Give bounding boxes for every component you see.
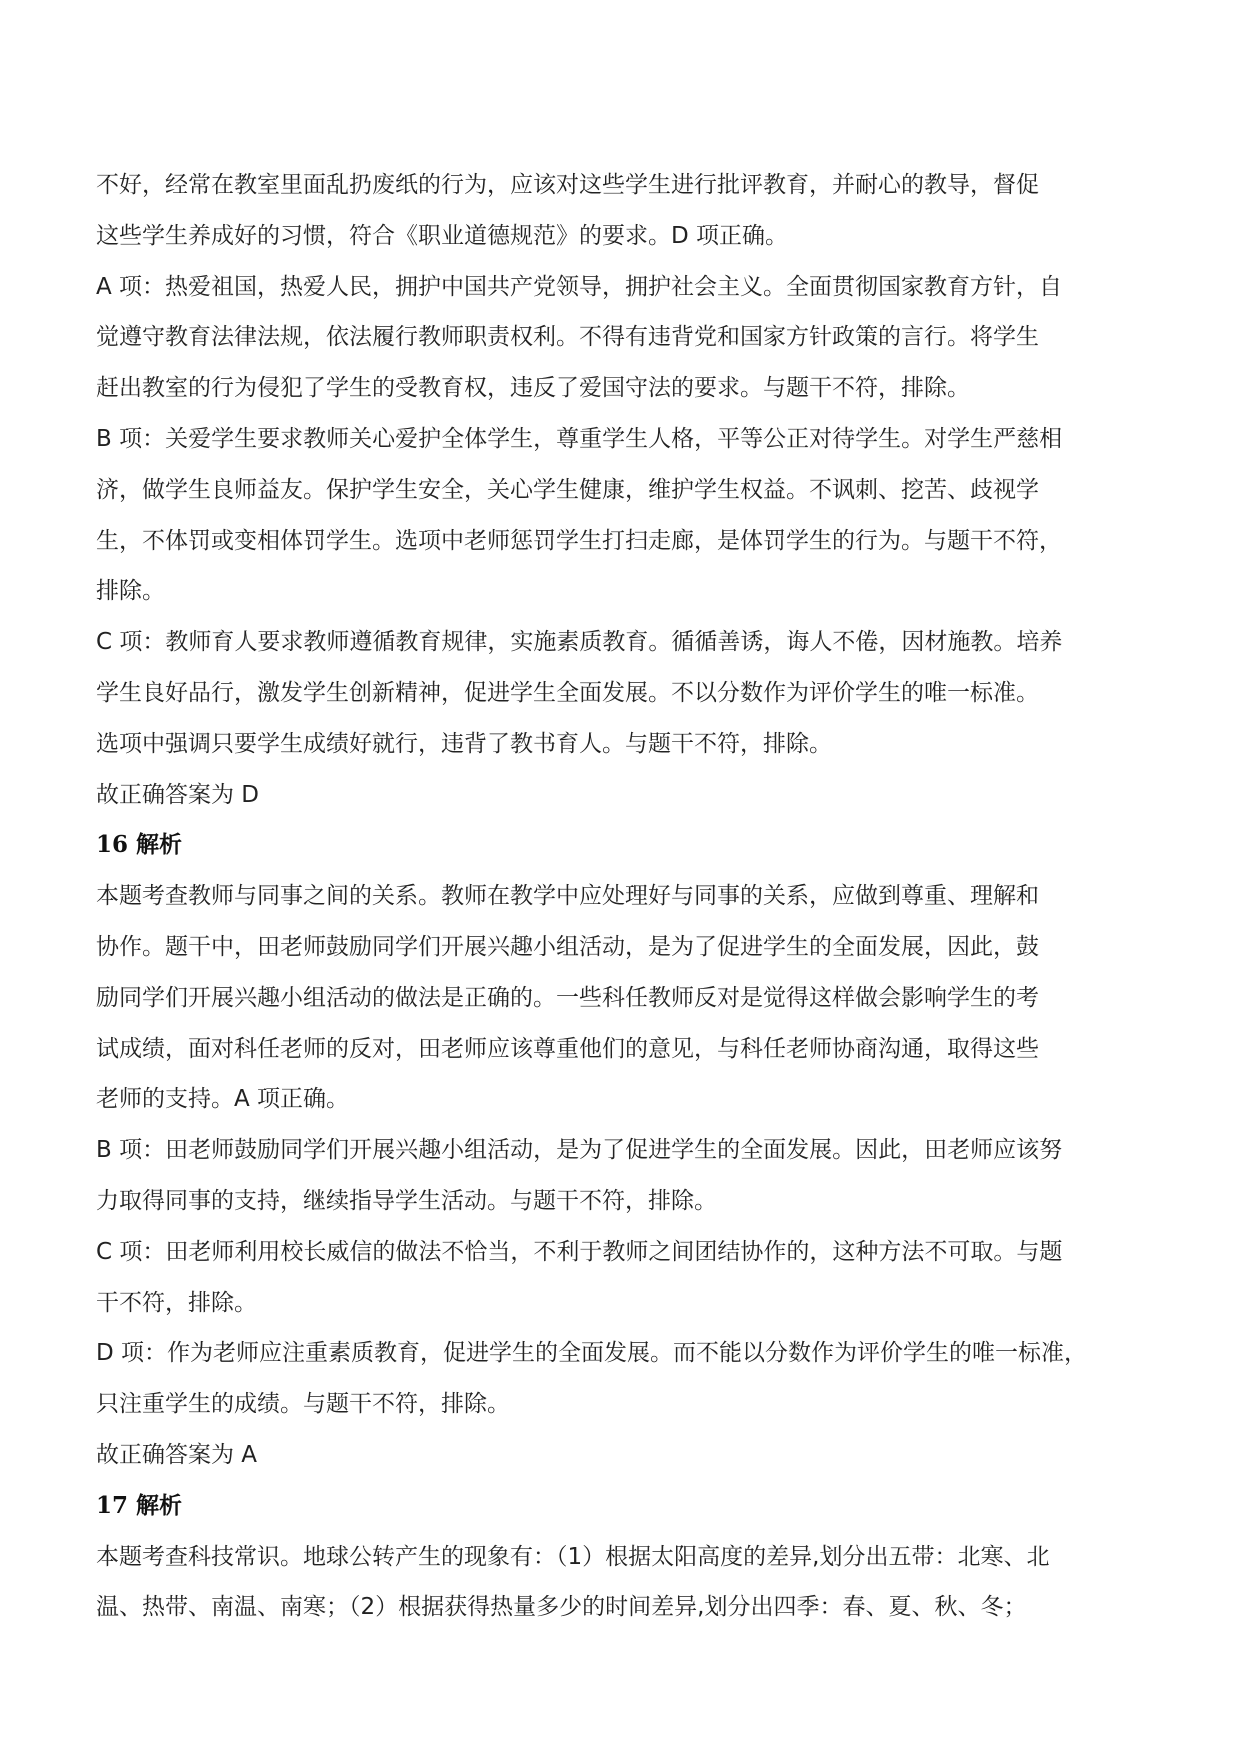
paragraph-line: 生，不体罚或变相体罚学生。选项中老师惩罚学生打扫走廊，是体罚学生的行为。与题干不符， <box>96 527 1062 554</box>
answer-line: 故正确答案为 D <box>96 781 260 808</box>
paragraph-line: C 项：教师育人要求教师遵循教育规律，实施素质教育。循循善诱，诲人不倦，因材施教。培养 <box>96 629 1063 656</box>
paragraph-line: B 项：田老师鼓励同学们开展兴趣小组活动，是为了促进学生的全面发展。因此，田老师应该努 <box>96 1137 1063 1164</box>
document-page <box>96 160 1176 1633</box>
paragraph-line: C 项：田老师利用校长威信的做法不恰当，不利于教师之间团结协作的，这种方法不可取。与题 <box>96 1238 1063 1265</box>
paragraph-line: 觉遵守教育法律法规，依法履行教师职责权利。不得有违背党和国家方针政策的言行。将学生 <box>96 324 1039 351</box>
paragraph-line: 选项中强调只要学生成绩好就行，违背了教书育人。与题干不符，排除。 <box>96 730 832 757</box>
paragraph-line: 学生良好品行，激发学生创新精神，促进学生全面发展。不以分数作为评价学生的唯一标准。 <box>96 679 1039 706</box>
paragraph-line: 本题考查教师与同事之间的关系。教师在教学中应处理好与同事的关系，应做到尊重、理解和 <box>96 883 1039 910</box>
paragraph-line: B 项：关爱学生要求教师关心爱护全体学生，尊重学生人格，平等公正对待学生。对学生严慈相 <box>96 425 1063 452</box>
paragraph-line: 排除。 <box>96 578 165 605</box>
paragraph-line: A 项：热爱祖国，热爱人民，拥护中国共产党领导，拥护社会主义。全面贯彻国家教育方针，自 <box>96 273 1063 300</box>
section-heading-16: 16 解析 <box>96 831 183 859</box>
paragraph-line: D 项：作为老师应注重素质教育，促进学生的全面发展。而不能以分数作为评价学生的唯一标准， <box>96 1340 1088 1367</box>
paragraph-line: 老师的支持。A 项正确。 <box>96 1086 350 1113</box>
paragraph-line: 励同学们开展兴趣小组活动的做法是正确的。一些科任教师反对是觉得这样做会影响学生的考 <box>96 984 1039 1011</box>
paragraph-line: 只注重学生的成绩。与题干不符，排除。 <box>96 1391 510 1418</box>
paragraph-line: 赶出教室的行为侵犯了学生的受教育权，违反了爱国守法的要求。与题干不符，排除。 <box>96 375 970 402</box>
answer-line: 故正确答案为 A <box>96 1441 258 1468</box>
paragraph-line: 干不符，排除。 <box>96 1289 257 1316</box>
section-heading-17: 17 解析 <box>96 1491 183 1519</box>
paragraph-line: 温、热带、南温、南寒；（2）根据获得热量多少的时间差异,划分出四季：春、夏、秋、冬； <box>96 1594 1027 1621</box>
paragraph-line: 不好，经常在教室里面乱扔废纸的行为，应该对这些学生进行批评教育，并耐心的教导，督促 <box>96 172 1039 198</box>
paragraph-line: 济，做学生良师益友。保护学生安全，关心学生健康，维护学生权益。不讽刺、挖苦、歧视学 <box>96 476 1039 503</box>
paragraph-line: 这些学生养成好的习惯，符合《职业道德规范》的要求。D 项正确。 <box>96 222 789 249</box>
paragraph-line: 力取得同事的支持，继续指导学生活动。与题干不符，排除。 <box>96 1187 717 1214</box>
paragraph-line: 试成绩，面对科任老师的反对，田老师应该尊重他们的意见，与科任老师协商沟通，取得这些 <box>96 1035 1039 1062</box>
paragraph-line: 本题考查科技常识。地球公转产生的现象有：（1）根据太阳高度的差异,划分出五带：北寒、北 <box>96 1543 1050 1570</box>
paragraph-line: 协作。题干中，田老师鼓励同学们开展兴趣小组活动，是为了促进学生的全面发展，因此，鼓 <box>96 933 1039 960</box>
